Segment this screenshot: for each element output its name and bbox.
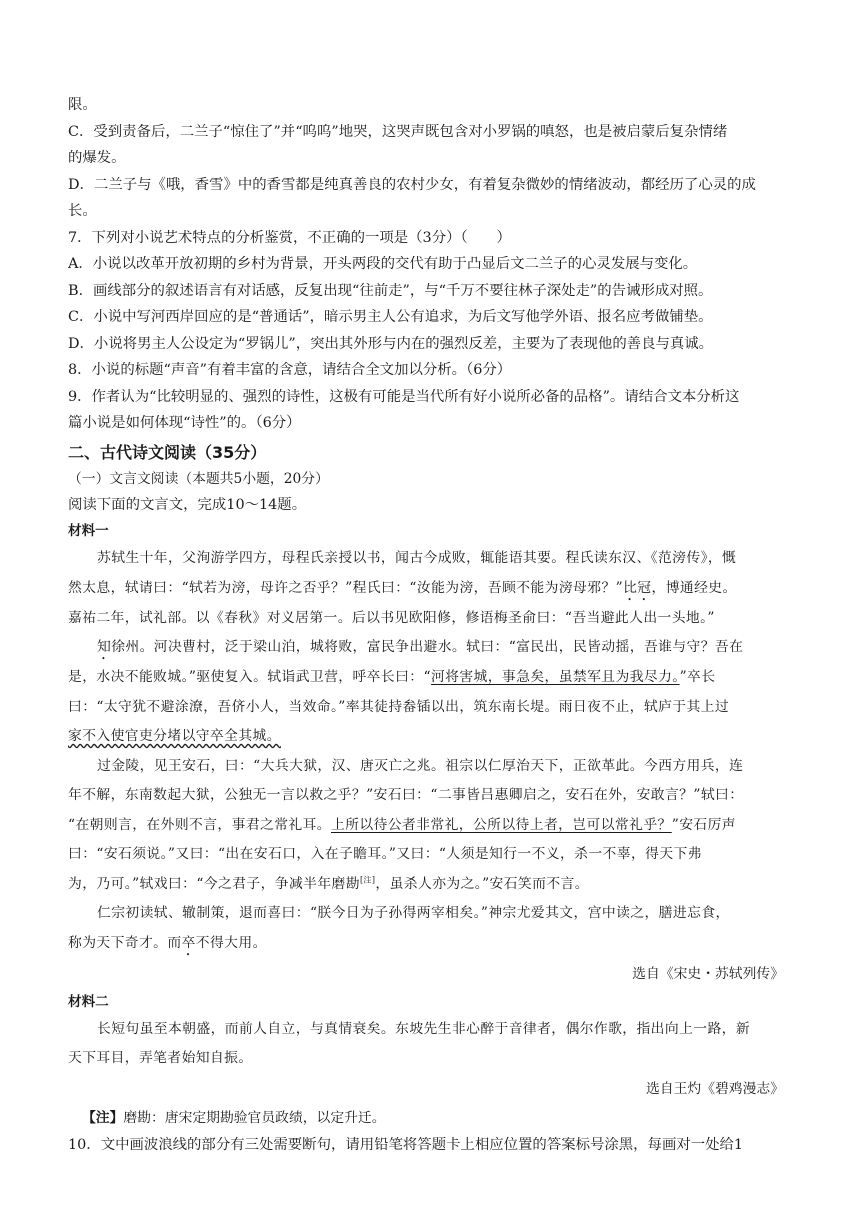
passage-line: 嘉祐二年，试礼部。以《春秋》对义居第一。后以书见欧阳修，修语梅圣俞曰：“吾当避此人出一头地。” [68, 609, 715, 626]
q7-option-d: D．小说将男主人公设定为“罗锅儿”，突出其外形与内在的强烈反差，主要为了表现他的善良与真诚。 [68, 335, 714, 352]
passage-line: 年不解，东南数起大狱，公独无一言以救之乎？”安石曰：“二事皆吕惠卿启之，安石在外，安敢言？”轼曰： [68, 787, 744, 803]
passage-line: 为，乃可。”轼戏曰：“今之君子，争减半年磨勘[注]，虽杀人亦为之。”安石笑而不言。 [68, 874, 589, 892]
passage-line: 知徐州。河决曹村，泛于梁山泊，城将败，富民争出避水。轼曰：“富民出，民皆动摇，吾谁与守？吾在 [97, 639, 744, 655]
q7-option-b: B．画线部分的叙述语言有对话感，反复出现“往前走”，与“千万不要往林子深处走”的告诫形成对照。 [68, 282, 713, 299]
passage-line: 仁宗初读轼、辙制策，退而喜曰：“朕今日为子孙得两宰相矣。”神宗尤爱其文，宫中读之，膳进忘食， [97, 905, 730, 921]
material-label: 材料一 [68, 523, 109, 539]
q6-option-d-continued: 长。 [68, 203, 97, 219]
q6-option-c-continued: 的爆发。 [68, 150, 126, 166]
q6-text-continued: 限。 [68, 97, 97, 113]
underlined-sentence: 河将害城，事急矣，虽禁军且为我尽力。 [430, 669, 680, 685]
emphasized-word: 比冠 [623, 579, 652, 596]
footnote [68, 1104, 792, 1132]
q9-stem: 9．作者认为“比较明显的、强烈的诗性，这极有可能是当代所有好小说所必备的品格”。请结合文本分析这 [68, 388, 740, 405]
material-label: 材料二 [68, 993, 109, 1010]
footnote-text: 磨勘：唐宋定期勘验官员政绩，以定升迁。 [123, 1109, 386, 1126]
passage-line: 天下耳目，弄笔者始知自振。 [68, 1050, 253, 1066]
footnote-marker: [注] [359, 874, 376, 884]
passage-line: 称为天下奇才。而卒不得大用。 [68, 934, 267, 951]
passage-line: “在朝则言，在外则不言，事君之常礼耳。上所以待公者非常礼，公所以待上者，岂可以常礼乎？”安石厉声 [68, 816, 736, 833]
emphasized-word: 卒 [181, 934, 196, 951]
passage-line: 曰：“安石须说。”又曰：“出在安石口，入在子瞻耳。”又曰：“人须是知行一不义，杀一不辜，得天下弗 [68, 846, 702, 862]
subsection-heading: （一）文言文阅读（本题共5小题，20分） [68, 470, 329, 487]
q7-stem: 7．下列对小说艺术特点的分析鉴赏，不正确的一项是（3分）（ ） [68, 229, 511, 246]
q9-stem-continued: 篇小说是如何体现“诗性”的。（6分） [68, 415, 301, 431]
passage-line: 曰：“太守犹不避涂潦，吾侪小人，当效命。”率其徒持畚锸以出，筑东南长堤。雨日夜不止，轼庐于其上过 [68, 698, 730, 715]
q10-stem: 10．文中画波浪线的部分有三处需要断句，请用铅笔将答题卡上相应位置的答案标号涂黑，每画对一处给1 [68, 1136, 744, 1153]
passage-line [68, 722, 792, 752]
q7-option-a: A．小说以改革开放初期的乡村为背景，开头两段的交代有助于凸显后文二兰子的心灵发展与变化。 [68, 256, 698, 272]
q7-option-c: C．小说中写河西岸回应的是“普通话”，暗示男主人公有追求，为后文写他学外语、报名应考做铺垫。 [68, 309, 713, 325]
q6-option-d: D．二兰子与《哦，香雪》中的香雪都是纯真善良的农村少女，有着复杂微妙的情绪波动，都经历了心灵的成 [68, 176, 756, 193]
reading-instruction: 阅读下面的文言文，完成10～14题。 [68, 496, 307, 513]
passage-line: 苏轼生十年，父洵游学四方，母程氏亲授以书，闻古今成败，辄能语其要。程氏读东汉、《范滂传》，慨 [97, 550, 737, 566]
passage-line: 长短句虽至本朝盛，而前人自立，与真情衰矣。东坡先生非心醉于音律者，偶尔作歌，指出向上一路，新 [97, 1020, 751, 1037]
q8-stem: 8．小说的标题“声音”有着丰富的含意，请结合全文加以分析。（6分） [68, 362, 512, 378]
passage-line: 然太息，轼请曰：“轼若为滂，母许之否乎？”程氏曰：“汝能为滂，吾顾不能为滂母邪？”比冠，博通经史。 [68, 579, 737, 596]
source-citation: 选自王灼《碧鸡漫志》 [646, 1080, 784, 1097]
emphasized-word: 知 [97, 639, 112, 655]
source-citation: 选自《宋史・苏轼列传》 [632, 965, 784, 982]
passage-line: 是，水决不能败城。”驱使复入。轼诣武卫营，呼卒长曰：“河将害城，事急矣，虽禁军且为我尽力。”卒长 [68, 669, 716, 685]
wavy-underlined-text: 家不入使官吏分堵以守卒全其城。 [68, 728, 281, 744]
passage-line: 过金陵，见王安石，曰：“大兵大狱，汉、唐灭亡之兆。祖宗以仁厚治天下，正欲革此。今西方用兵，连 [97, 757, 744, 774]
footnote-label: 【注】 [82, 1109, 124, 1126]
underlined-sentence: 上所以待公者非常礼，公所以待上者，岂可以常礼乎？ [331, 816, 672, 833]
section-title: 二、古代诗文阅读（35分） [68, 442, 267, 462]
q6-option-c: C．受到责备后，二兰子“惊住了”并“呜呜”地哭，这哭声既包含对小罗锅的嗔怒，也是被启蒙后复杂情绪 [68, 123, 728, 140]
exam-page [68, 92, 792, 1158]
